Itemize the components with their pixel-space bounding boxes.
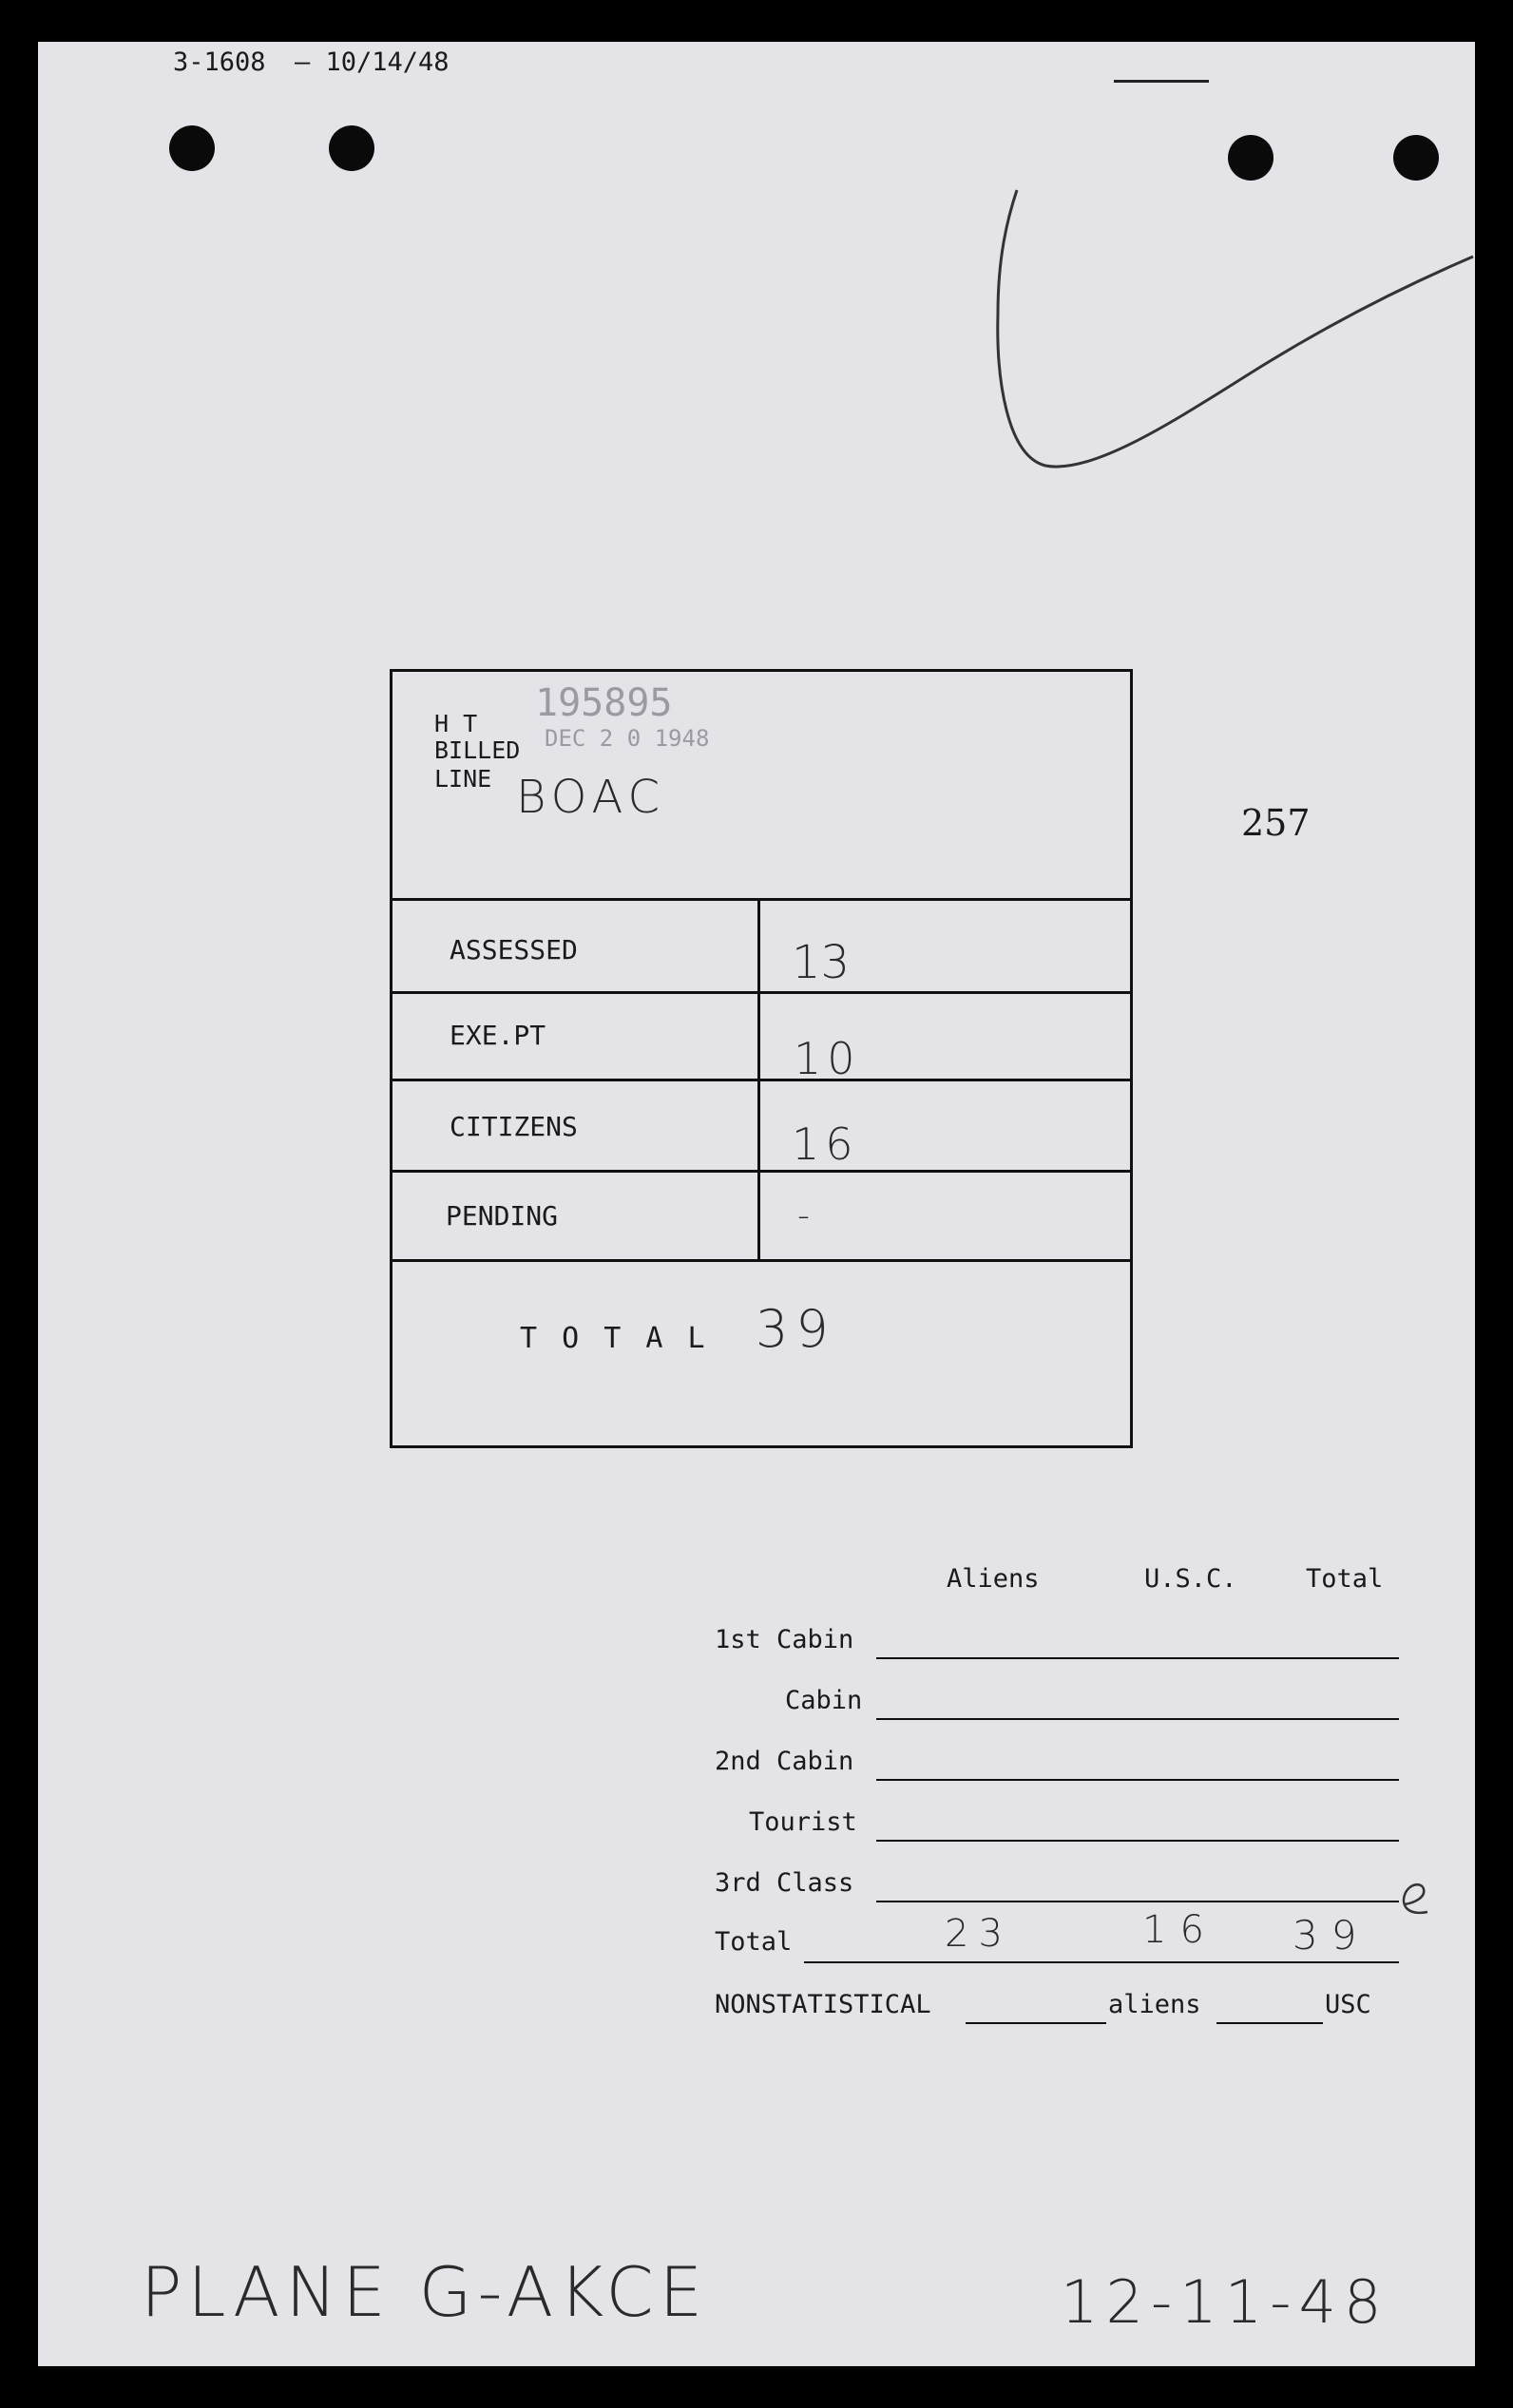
line-value: BOAC [516,771,666,824]
total-row-label: Total [715,1927,793,1957]
check-mark-icon [969,181,1483,485]
fill-line [876,1657,1399,1659]
total-label: T O T A L [520,1322,709,1355]
fill-line [876,1718,1399,1720]
row-value: 16 [792,1118,859,1170]
ht-label: H T [434,710,478,737]
billing-box [390,669,1133,1448]
column-header: Total [1306,1564,1384,1594]
billed-label: BILLED [434,736,521,764]
fill-line [876,1901,1399,1902]
nonstat-label: NONSTATISTICAL [715,1990,931,2019]
column-divider [757,898,760,1259]
stamp-date: DEC 2 0 1948 [545,725,710,752]
row-label: PENDING [446,1200,559,1232]
row-value: 10 [794,1033,861,1084]
row-label: CITIZENS [450,1111,578,1142]
cabin-row-label: Cabin [785,1686,863,1715]
cabin-row-label: 3rd Class [715,1868,854,1898]
fill-line [804,1961,1399,1963]
total-usc: 16 [1142,1908,1217,1952]
cabin-row-label: 1st Cabin [715,1625,854,1654]
total-value: 39 [756,1299,836,1359]
divider [393,1079,1130,1081]
punch-hole [1393,135,1439,181]
row-value: - [797,1196,810,1235]
total-aliens: 23 [945,1912,1012,1956]
line-label: LINE [434,765,492,793]
nonstat-aliens: aliens [1108,1990,1201,2019]
form-number: 3-1608 [173,48,266,77]
plane-id: PLANE G-AKCE [141,2252,709,2332]
divider [393,1170,1130,1173]
page-number: 257 [1241,802,1311,844]
fill-line [876,1840,1399,1842]
row-value: 13 [792,936,851,989]
stamp-number: 195895 [535,681,673,725]
fill-line [966,2022,1106,2024]
nonstat-usc: USC [1325,1990,1371,2019]
total-total: 39 [1293,1912,1370,1959]
form-date: — 10/14/48 [295,48,450,77]
divider [393,898,1130,901]
punch-hole [1228,135,1274,181]
column-header: U.S.C. [1144,1564,1237,1594]
fill-line [1216,2022,1323,2024]
divider [393,1259,1130,1262]
footer-date: 12-11-48 [1061,2267,1389,2337]
top-right-mark [1114,80,1209,83]
fill-line [876,1779,1399,1781]
row-label: ASSESSED [450,934,578,965]
column-header: Aliens [947,1564,1040,1594]
punch-hole [169,125,215,171]
divider [393,991,1130,994]
cabin-row-label: Tourist [749,1807,857,1837]
punch-hole [329,125,374,171]
cabin-row-label: 2nd Cabin [715,1747,854,1776]
e-mark-icon [1397,1878,1435,1921]
row-label: EXE.PT [450,1020,546,1051]
